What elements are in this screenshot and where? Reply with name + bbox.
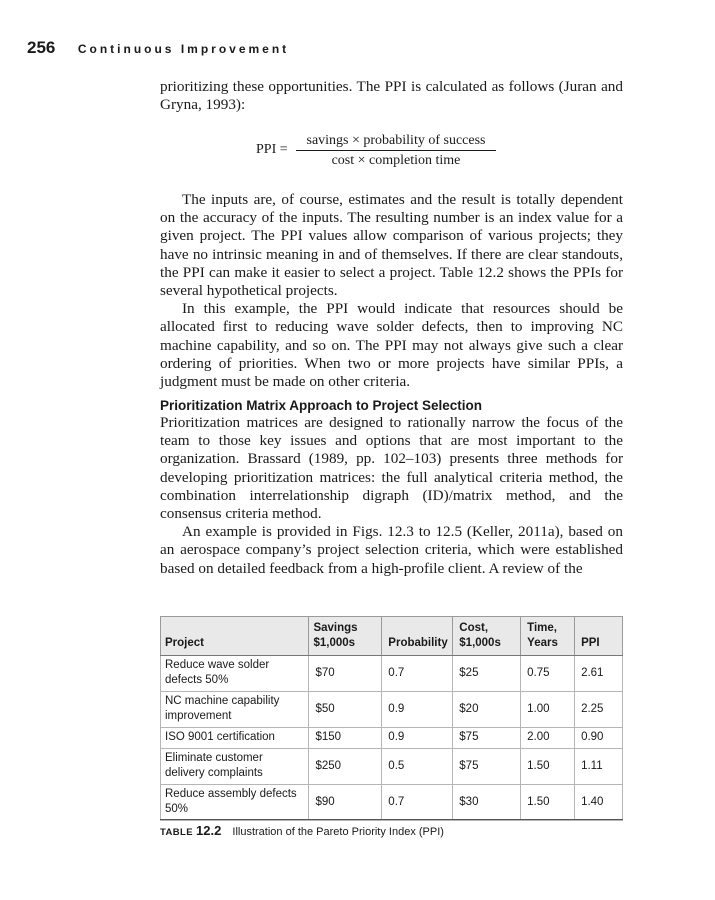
cell-cost: $25 [453, 656, 521, 692]
cell-savings: $250 [309, 749, 382, 785]
caption-label: TABLE [160, 827, 193, 838]
cell-ppi: 1.11 [575, 749, 623, 785]
cell-time: 1.50 [521, 785, 575, 821]
cell-project: ISO 9001 certification [161, 728, 309, 749]
running-title: Continuous Improvement [77, 42, 290, 56]
cell-probability: 0.7 [382, 785, 453, 821]
cell-cost: $75 [453, 749, 521, 785]
cell-cost: $20 [453, 692, 521, 728]
cell-ppi: 0.90 [575, 728, 623, 749]
cell-savings: $90 [309, 785, 382, 821]
cell-probability: 0.9 [382, 728, 453, 749]
page-number: 256 [27, 38, 56, 57]
caption-rule [160, 819, 623, 820]
caption-text: Illustration of the Pareto Priority Index (PPI) [232, 826, 444, 838]
caption-number: 12.2 [196, 823, 222, 838]
cell-savings: $70 [309, 656, 382, 692]
section-paragraph-1: Prioritization matrices are designed to rationally narrow the focus of the team to those key issues and options that are most important to the organization. Brassard (1989, pp. 102–103) presents three methods for developing prioritization matrices: the full analytical criteria method, the combination interrelationship digraph (ID)/matrix method, and the consensus criteria method. [160, 414, 623, 523]
cell-time: 0.75 [521, 656, 575, 692]
section-paragraph-2: An example is provided in Figs. 12.3 to 12.5 (Keller, 2011a), based on an aerospace company’s project selection criteria, which were established based on detailed feedback from a high-profile client. A review of the [160, 523, 623, 577]
table-row [161, 728, 623, 749]
cell-ppi: 2.25 [575, 692, 623, 728]
cell-project: Eliminate customer delivery complaints [161, 749, 309, 785]
section-heading: Prioritization Matrix Approach to Project Selection [160, 398, 483, 413]
intro-paragraph-block [160, 78, 623, 114]
cell-project: NC machine capability improvement [161, 692, 309, 728]
cell-time: 1.00 [521, 692, 575, 728]
table-row [161, 749, 623, 785]
formula-denominator: cost × completion time [331, 153, 461, 168]
table-row [161, 692, 623, 728]
cell-ppi: 1.40 [575, 785, 623, 821]
col-header-cost: Cost, $1,000s [453, 617, 521, 656]
col-header-ppi: PPI [575, 617, 623, 656]
cell-time: 2.00 [521, 728, 575, 749]
col-header-project: Project [161, 617, 309, 656]
cell-time: 1.50 [521, 749, 575, 785]
body-text-block [160, 191, 623, 391]
col-header-savings: Savings $1,000s [309, 617, 382, 656]
cell-savings: $150 [309, 728, 382, 749]
cell-savings: $50 [309, 692, 382, 728]
ppi-table [160, 616, 623, 821]
cell-probability: 0.7 [382, 656, 453, 692]
table-caption [160, 823, 444, 838]
cell-project: Reduce assembly defects 50% [161, 785, 309, 821]
table-row [161, 656, 623, 692]
body-paragraph-2: In this example, the PPI would indicate that resources should be allocated first to reducing wave solder defects, then to improving NC machine capability, and so on. The PPI may not always give such a clear ordering of priorities. When two or more projects have similar PPIs, a judgment must be made on other criteria. [160, 300, 623, 391]
cell-probability: 0.9 [382, 692, 453, 728]
formula-fraction [296, 133, 496, 169]
intro-paragraph: prioritizing these opportunities. The PPI is calculated as follows (Juran and Gryna, 1993): [160, 78, 623, 114]
col-header-probability: Probability [382, 617, 453, 656]
cell-cost: $30 [453, 785, 521, 821]
table-header-row [161, 617, 623, 656]
formula-lhs: PPI = [256, 142, 288, 157]
cell-cost: $75 [453, 728, 521, 749]
table-row [161, 785, 623, 821]
cell-project: Reduce wave solder defects 50% [161, 656, 309, 692]
section-text-block [160, 414, 623, 578]
body-paragraph-1: The inputs are, of course, estimates and the result is totally dependent on the accuracy of the inputs. The resulting number is an index value for a given project. The PPI values allow comparison of various projects; they have no intrinsic meaning in and of themselves. If there are clear standouts, the PPI can make it easier to select a project. Table 12.2 shows the PPIs for several hypothetical projects. [160, 191, 623, 300]
formula-numerator: savings × probability of success [296, 133, 496, 151]
col-header-time: Time, Years [521, 617, 575, 656]
cell-probability: 0.5 [382, 749, 453, 785]
cell-ppi: 2.61 [575, 656, 623, 692]
running-head [27, 38, 289, 58]
